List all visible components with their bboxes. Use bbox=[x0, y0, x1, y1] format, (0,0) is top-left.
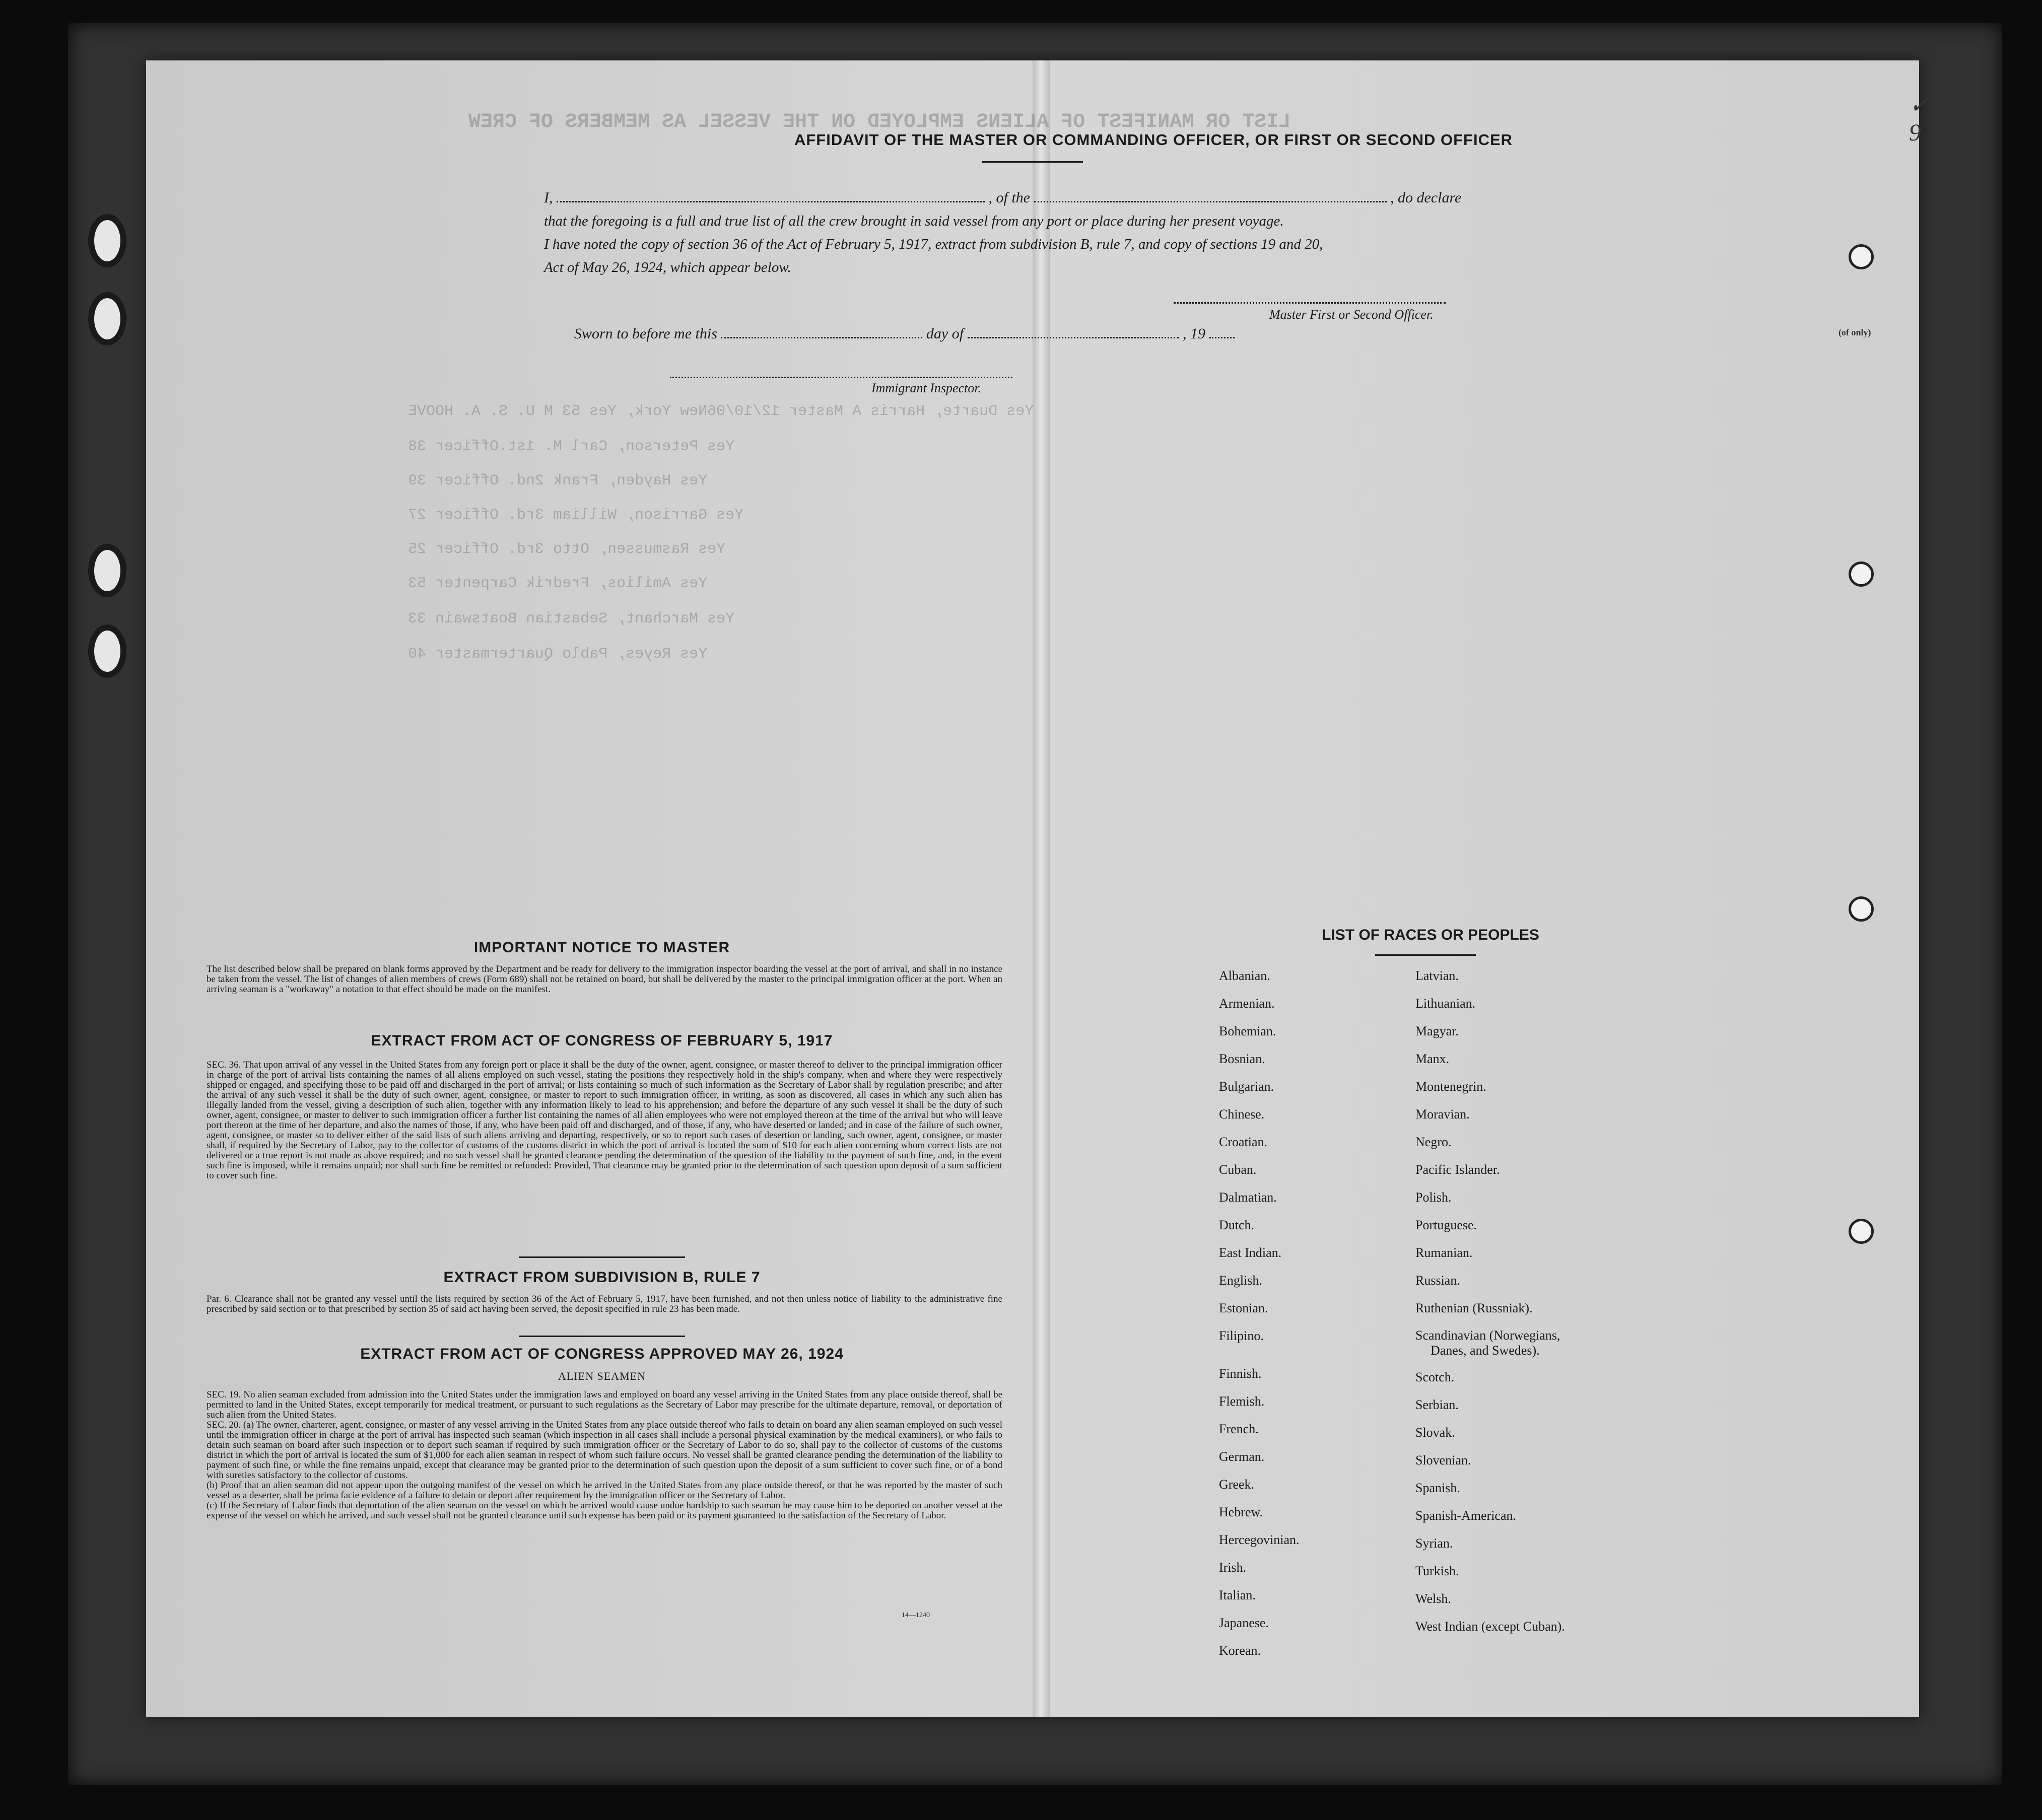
race-item: Welsh. bbox=[1415, 1591, 1451, 1606]
punch-hole bbox=[1849, 244, 1874, 269]
race-item: Flemish. bbox=[1219, 1394, 1265, 1409]
race-item: Spanish-American. bbox=[1415, 1508, 1517, 1523]
race-item: Bosnian. bbox=[1219, 1052, 1265, 1066]
race-item: Spanish. bbox=[1415, 1481, 1460, 1495]
affidavit-body-line: Act of May 26, 1924, which appear below. bbox=[544, 259, 791, 275]
form-number: 14—1240 bbox=[902, 1612, 930, 1619]
race-item: Danes, and Swedes). bbox=[1431, 1343, 1540, 1358]
year-field[interactable] bbox=[1209, 325, 1235, 338]
race-item: Finnish. bbox=[1219, 1366, 1262, 1381]
year-label: , 19 bbox=[1183, 325, 1206, 342]
race-item: Turkish. bbox=[1415, 1564, 1459, 1578]
handwritten-page-number: ✓ 9 bbox=[1909, 92, 1930, 146]
day-field[interactable] bbox=[721, 325, 922, 338]
month-field[interactable] bbox=[968, 325, 1179, 338]
race-item: Bohemian. bbox=[1219, 1024, 1276, 1038]
race-item: Rumanian. bbox=[1415, 1245, 1473, 1260]
section-rule bbox=[519, 1256, 685, 1258]
race-item: West Indian (except Cuban). bbox=[1415, 1619, 1565, 1634]
vessel-field[interactable] bbox=[1034, 189, 1387, 202]
sworn-label: Sworn to before me this bbox=[574, 325, 717, 342]
act-1924-body bbox=[207, 1390, 1002, 1521]
i-label: I, bbox=[544, 189, 553, 206]
race-item: Moravian. bbox=[1415, 1107, 1470, 1122]
race-item: Filipino. bbox=[1219, 1328, 1264, 1343]
race-item: Korean. bbox=[1219, 1643, 1261, 1658]
inspector-signature-line[interactable] bbox=[670, 377, 1012, 378]
race-item: Chinese. bbox=[1219, 1107, 1265, 1122]
race-item: East Indian. bbox=[1219, 1245, 1282, 1260]
bleed-through-row: Yes Duarte, Harris A Master 12/10/06New York, Yes 53 M U. S. A. HOOVE bbox=[408, 403, 1034, 420]
race-item: Portuguese. bbox=[1415, 1218, 1477, 1232]
inspector-label: Immigrant Inspector. bbox=[871, 381, 982, 395]
punch-hole bbox=[1849, 1219, 1874, 1244]
punch-hole bbox=[1849, 562, 1874, 587]
race-item: Armenian. bbox=[1219, 996, 1275, 1011]
rule-7-body: Par. 6. Clearance shall not be granted any vessel until the lists required by section 36 of the Act of February 5, 1917, have been furnished, and not then unless notice of liability to the administrative fine prescribed by said section or to that prescribed by section 35 of said act having been served, the deposit specified in rule 23 has been made. bbox=[207, 1294, 1002, 1314]
race-item: Negro. bbox=[1415, 1135, 1452, 1149]
bleed-through-row: Yes Amilios, Fredrik Carpenter 53 bbox=[408, 575, 708, 592]
race-item: German. bbox=[1219, 1449, 1265, 1464]
master-signature-line[interactable] bbox=[1174, 302, 1446, 304]
day-of-label: day of bbox=[926, 325, 964, 342]
notice-body: The list described below shall be prepared on blank forms approved by the Department and be ready for delivery to the immigration inspector boarding the vessel at the port of arrival, and shall in no instance be taken from the vessel. The list of changes of alien members of crews (Form 689) shall not be retained on board, but shall be delivered by the master to the principal immigration officer at the port. When an arriving seaman is a "workaway" a notation to that effect should be made on the manifest. bbox=[207, 964, 1002, 995]
race-item: Scandinavian (Norwegians, bbox=[1415, 1328, 1560, 1343]
race-item: Magyar. bbox=[1415, 1024, 1459, 1038]
bleed-through-row: Yes Peterson, Carl M. 1st.Officer 38 bbox=[408, 438, 735, 455]
act-1917-body: SEC. 36. That upon arrival of any vessel in the United States from any foreign port or place it shall be the duty of the owner, agent, consignee, or master thereof to deliver to the principal immigration officer in charge of the port of arrival lists containing the names of all aliens employed on such vessel, stating the positions they respectively hold in the ship's company, when and where they were respectively shipped or engaged, and specifying those to be paid off and discharged in the port of arrival; or lists containing so much of such information as the Secretary of Labor shall by regulation prescribe; and after the arrival of any such vessel it shall be the duty of such owner, agent, consignee, or master to report to such immigration officer, in writing, as soon as discovered, all cases in which any such alien has illegally landed from the vessel, giving a description of such alien, together with any information likely to lead to his apprehension; and before the departure of any such vessel it shall be the duty of such owner, agent, consignee, or master to deliver to such immigration officer a further list containing the names of all alien employees who were not employed thereon at the time of the arrival but who will leave port thereon at the time of her departure, and also the names of those, if any, who have been paid off and discharged, and of those, if any, who have deserted or landed; and in case of the failure of such owner, agent, consignee, or master so to deliver either of the said lists of such aliens arriving and departing, respectively, or so to report such cases of desertion or landing, such owner, agent, consignee, or master shall, if required by the Secretary of Labor, pay to the collector of customs of the customs district in which the port of arrival is located the sum of $10 for each alien concerning whom correct lists are not delivered or a true report is not made as above required; and no such vessel shall be granted clearance pending the determination of the question of the liability to the payment of such fine, and, in the event such fine is imposed, while it remains unpaid; nor shall such fine be remitted or refunded: Provided, That clearance may be granted prior to the determination of such question upon deposit of a sum sufficient to cover such fine. bbox=[207, 1060, 1002, 1181]
affidavit-title: AFFIDAVIT OF THE MASTER OR COMMANDING OFFICER, OR FIRST OR SECOND OFFICER bbox=[794, 131, 1513, 149]
race-item: Latvian. bbox=[1415, 968, 1459, 983]
notice-title: IMPORTANT NOTICE TO MASTER bbox=[473, 939, 730, 956]
race-item: Serbian. bbox=[1415, 1397, 1459, 1412]
races-column-2 bbox=[1415, 962, 1565, 1640]
race-item: Japanese. bbox=[1219, 1616, 1269, 1630]
binder-ring bbox=[88, 544, 126, 597]
race-item: Polish. bbox=[1415, 1190, 1452, 1205]
of-the-label: , of the bbox=[988, 189, 1030, 206]
race-item: English. bbox=[1219, 1273, 1262, 1288]
punch-hole bbox=[1849, 896, 1874, 922]
binder-ring bbox=[88, 624, 126, 678]
act-1924-title: EXTRACT FROM ACT OF CONGRESS APPROVED MAY 26, 1924 bbox=[360, 1346, 844, 1362]
do-declare-label: , do declare bbox=[1390, 189, 1462, 206]
race-item: Ruthenian (Russniak). bbox=[1415, 1301, 1533, 1315]
bleed-through-row: Yes Garrison, William 3rd. Officer 27 bbox=[408, 507, 744, 524]
document-page bbox=[146, 60, 1930, 1717]
race-item: Slovak. bbox=[1415, 1425, 1455, 1440]
race-item: Bulgarian. bbox=[1219, 1079, 1274, 1094]
sec-20b-text: (b) Proof that an alien seaman did not appear upon the outgoing manifest of the vessel on which he arrived in the United States from any place outside thereof, or that he was reported by the master of such vessel as a deserter, shall be prima facie evidence of a failure to detain or deport after requirement by the immigration officer or the Secretary of Labor. bbox=[207, 1480, 1002, 1501]
race-item: Lithuanian. bbox=[1415, 996, 1476, 1011]
margin-note: (of only) bbox=[1839, 327, 1871, 337]
race-item: Scotch. bbox=[1415, 1370, 1455, 1384]
master-label: Master First or Second Officer. bbox=[1269, 307, 1434, 322]
act-1917-title: EXTRACT FROM ACT OF CONGRESS OF FEBRUARY 5, 1917 bbox=[371, 1032, 833, 1049]
bleed-through-header: LIST OR MANIFEST OF ALIENS EMPLOYED ON THE VESSEL AS MEMBERS OF CREW bbox=[468, 111, 1291, 133]
race-item: Russian. bbox=[1415, 1273, 1460, 1288]
act-1924-subtitle: ALIEN SEAMEN bbox=[558, 1370, 646, 1382]
affidavit-declaration-line bbox=[544, 186, 1652, 209]
bleed-through-row: Yes Hayden, Frank 2nd. Officer 39 bbox=[408, 472, 708, 489]
sec-20a-text: SEC. 20. (a) The owner, charterer, agent, consignee, or master of any vessel arriving in the United States from any place outside thereof who fails to detain on board any alien seaman employed on such vessel until the immigration officer in charge at the port of arrival has inspected such seaman (which inspection in all cases shall include a personal physical examination by the medical examiners), or who fails to detain such seaman on board after such inspection or to deport such seaman if required by such immigration officer or the Secretary of Labor to do so, shall pay to the collector of customs of the customs district in which the port of arrival is located the sum of $1,000 for each alien seaman in respect of whom such failure occurs. No vessel shall be granted clearance pending the determination of the liability to payment of such fine, or while the fine remains unpaid, except that clearance may be granted prior to the determination of such question upon the deposit of a sum sufficient to cover such fine, or of a bond with sureties satisfactory to the collector of customs. bbox=[207, 1420, 1002, 1481]
affidavit-rule bbox=[982, 161, 1083, 163]
race-item: Hebrew. bbox=[1219, 1505, 1263, 1519]
race-item: Greek. bbox=[1219, 1477, 1255, 1492]
bleed-through-row: Yes Rasmussen, Otto 3rd. Officer 25 bbox=[408, 541, 726, 558]
binder-ring bbox=[88, 214, 126, 267]
rule-7-title: EXTRACT FROM SUBDIVISION B, RULE 7 bbox=[443, 1269, 761, 1286]
section-rule bbox=[519, 1336, 685, 1337]
races-rule bbox=[1375, 954, 1476, 956]
race-item: Albanian. bbox=[1219, 968, 1270, 983]
race-item: French. bbox=[1219, 1422, 1259, 1436]
name-field[interactable] bbox=[557, 189, 985, 202]
sworn-line bbox=[574, 322, 1235, 345]
race-item: Dalmatian. bbox=[1219, 1190, 1277, 1205]
sec-19-text: SEC. 19. No alien seaman excluded from admission into the United States under the immigration laws and employed on board any vessel arriving in the United States from any place outside thereof, shall be permitted to land in the United States, except temporarily for medical treatment, or pursuant to such regulations as the Secretary of Labor may prescribe for the ultimate departure, removal, or deportation of such alien from the United States. bbox=[207, 1389, 1002, 1420]
binder-ring bbox=[88, 292, 126, 345]
sec-20c-text: (c) If the Secretary of Labor finds that deportation of the alien seaman on the vessel on which he arrived would cause undue hardship to such seaman he may cause him to be deported on another vessel at the expense of the vessel on which he arrived, and such vessel shall not be granted clearance until such expense has been paid or its payment guaranteed to the satisfaction of the Secretary of Labor. bbox=[207, 1500, 1002, 1521]
races-column-1 bbox=[1219, 962, 1300, 1664]
race-item: Manx. bbox=[1415, 1052, 1450, 1066]
race-item: Cuban. bbox=[1219, 1162, 1257, 1177]
race-item: Hercegovinian. bbox=[1219, 1532, 1300, 1547]
race-item: Syrian. bbox=[1415, 1536, 1453, 1551]
race-item: Montenegrin. bbox=[1415, 1079, 1486, 1094]
race-item: Croatian. bbox=[1219, 1135, 1268, 1149]
affidavit-body-line: that the foregoing is a full and true list of all the crew brought in said vessel from any port or place during her present voyage. bbox=[544, 213, 1284, 229]
page-fold bbox=[1033, 60, 1050, 1717]
race-item: Dutch. bbox=[1219, 1218, 1255, 1232]
bleed-through-row: Yes Marchant, Sebastian Boatswain 33 bbox=[408, 610, 735, 627]
bleed-through-row: Yes Reyes, Pablo Quartermaster 40 bbox=[408, 646, 708, 663]
race-item: Slovenian. bbox=[1415, 1453, 1471, 1467]
races-title: LIST OF RACES OR PEOPLES bbox=[1322, 927, 1539, 943]
race-item: Estonian. bbox=[1219, 1301, 1268, 1315]
race-item: Irish. bbox=[1219, 1560, 1247, 1575]
race-item: Pacific Islander. bbox=[1415, 1162, 1500, 1177]
race-item: Italian. bbox=[1219, 1588, 1256, 1602]
affidavit-body-line: I have noted the copy of section 36 of the Act of February 5, 1917, extract from subdivision B, rule 7, and copy of sections 19 and 20, bbox=[544, 236, 1323, 252]
